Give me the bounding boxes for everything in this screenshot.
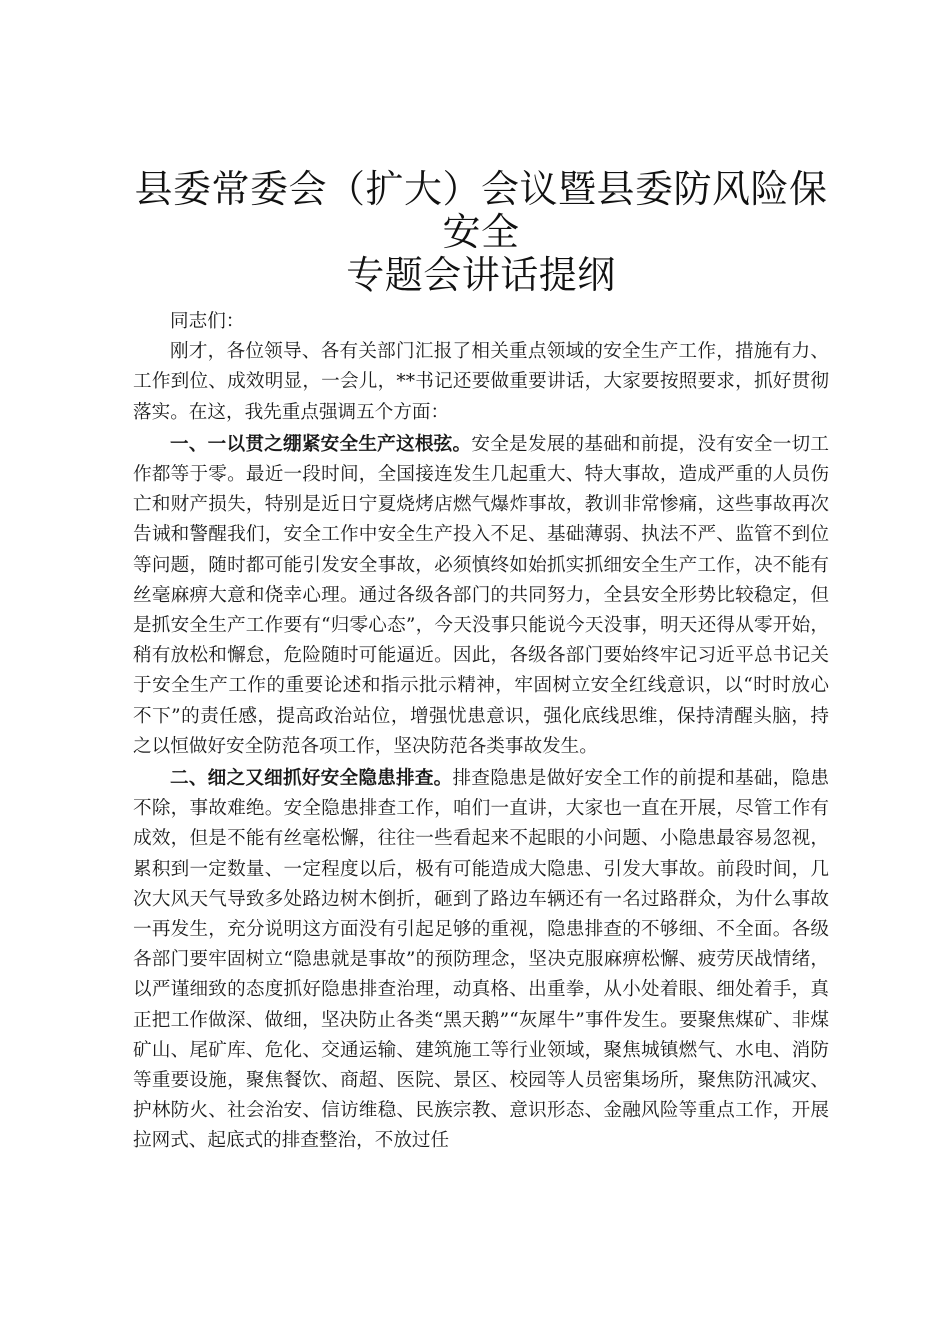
document-page	[133, 168, 829, 1157]
salutation: 同志们：	[170, 311, 245, 332]
section-1-paragraph	[133, 430, 829, 762]
intro-paragraph: 刚才，各位领导、各有关部门汇报了相关重点领域的安全生产工作，措施有力、工作到位、成效明显，一会儿，**书记还要做重要讲话，大家要按照要求，抓好贯彻落实。在这，我先重点强调五个方面：	[133, 341, 829, 423]
section-2-paragraph	[133, 764, 829, 1157]
title-line-1: 县委常委会（扩大）会议暨县委防风险保安全	[134, 167, 828, 254]
document-title	[133, 168, 829, 297]
section-1-heading: 一、一以贯之绷紧安全生产这根弦。	[170, 433, 472, 455]
section-1-body: 安全是发展的基础和前提，没有安全一切工作都等于零。最近一段时间，全国接连发生几起重大、特大事故，造成严重的人员伤亡和财产损失，特别是近日宁夏烧烤店燃气爆炸事故，教训非常惨痛，这些事故再次告诫和警醒我们，安全工作中安全生产投入不足、基础薄弱、执法不严、监管不到位等问题，随时都可能引发安全事故，必须慎终如始抓实抓细安全生产工作，决不能有丝毫麻痹大意和侥幸心理。通过各级各部门的共同努力，全县安全形势比较稳定，但是抓安全生产工作要有“归零心态”，今天没事只能说今天没事，明天还得从零开始，稍有放松和懈怠，危险随时可能逼近。因此，各级各部门要始终牢记习近平总书记关于安全生产工作的重要论述和指示批示精神，牢固树立安全红线意识，以“时时放心不下”的责任感，提高政治站位，增强忧患意识，强化底线思维，保持清醒头脑，持之以恒做好安全防范各项工作，坚决防范各类事故发生。	[133, 433, 829, 757]
section-2-body: 排查隐患是做好安全工作的前提和基础，隐患不除，事故难绝。安全隐患排查工作，咱们一直讲，大家也一直在开展，尽管工作有成效，但是不能有丝毫松懈，往往一些看起来不起眼的小问题、小隐患最容易忽视，累积到一定数量、一定程度以后，极有可能造成大隐患、引发大事故。前段时间，几次大风天气导致多处路边树木倒折，砸到了路边车辆还有一名过路群众，为什么事故一再发生，充分说明这方面没有引起足够的重视，隐患排查的不够细、不全面。各级各部门要牢固树立“隐患就是事故”的预防理念，坚决克服麻痹松懈、疲劳厌战情绪，以严谨细致的态度抓好隐患排查治理，动真格、出重拳，从小处着眼、细处着手，真正把工作做深、做细，坚决防止各类“黑天鹅”“灰犀牛”事件发生。要聚焦煤矿、非煤矿山、尾矿库、危化、交通运输、建筑施工等行业领域，聚焦城镇燃气、水电、消防等重要设施，聚焦餐饮、商超、医院、景区、校园等人员密集场所，聚焦防汛减灾、护林防火、社会治安、信访维稳、民族宗教、意识形态、金融风险等重点工作，开展拉网式、起底式的排查整治，不放过任	[133, 768, 829, 1152]
title-line-2: 专题会讲话提纲	[346, 253, 616, 297]
section-2-heading: 二、细之又细抓好安全隐患排查。	[170, 768, 453, 790]
